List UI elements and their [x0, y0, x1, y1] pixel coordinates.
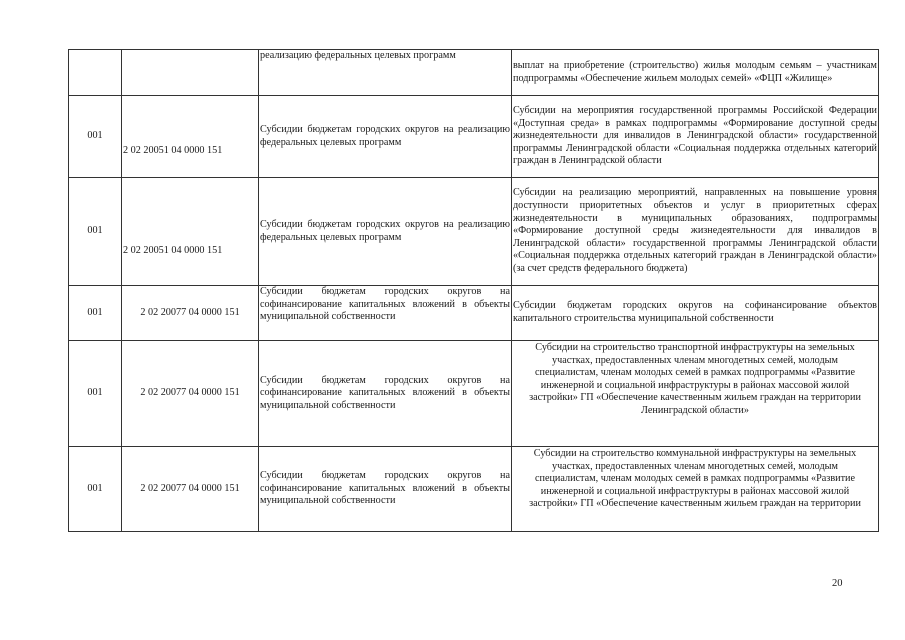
revenue-name-cell: реализацию федеральных целевых программ — [259, 50, 512, 96]
revenue-name-cell: Субсидии бюджетам городских округов на софинансирование капитальных вложений в объекты муниципальной собственности — [259, 286, 512, 341]
admin-code-cell: 001 — [69, 447, 122, 532]
table-row — [69, 447, 879, 532]
revenue-description-cell: Субсидии на мероприятия государственной программы Российской Федерации «Доступная среда» в рамках подпрограммы «Формирование доступной среды жизнедеятельности для инвалидов в Ленинградской области» государственной программы Ленинградской области «Социальная поддержка отдельных категорий граждан в Ленинградской области — [512, 96, 879, 178]
revenue-description-cell: выплат на приобретение (строительство) жилья молодым семьям – участникам подпрограммы «Обеспечение жильем молодых семей» «ФЦП «Жилище» — [512, 50, 879, 96]
admin-code-cell: 001 — [69, 96, 122, 178]
table-row — [69, 178, 879, 286]
table-row — [69, 341, 879, 447]
revenue-name-cell: Субсидии бюджетам городских округов на софинансирование капитальных вложений в объекты муниципальной собственности — [259, 447, 512, 532]
table-row — [69, 50, 879, 96]
admin-code-cell — [69, 50, 122, 96]
budget-code-cell: 2 02 20051 04 0000 151 — [122, 96, 259, 178]
revenue-description-cell: Субсидии на строительство транспортной инфраструктуры на земельных участках, предоставленных членам многодетных семей, молодым специалистам, членам молодых семей в рамках подпрограммы «Развитие инженерной и социальной инфраструктуры в районах массовой жилой застройки» ГП «Обеспечение качественным жильем граждан на территории Ленинградской области» — [512, 341, 879, 447]
revenue-description-cell: Субсидии на реализацию мероприятий, направленных на повышение уровня доступности приоритетных объектов и услуг в приоритетных сферах жизнедеятельности в муниципальных образованиях, подпрограммы «Формирование доступной среды жизнедеятельности для инвалидов в Ленинградской области» государственной программы Ленинградской области «Социальная поддержка отдельных категорий граждан в Ленинградской области» (за счет средств федерального бюджета) — [512, 178, 879, 286]
revenue-description-cell: Субсидии на строительство коммунальной инфраструктуры на земельных участках, предоставленных членам многодетных семей, молодым специалистам, членам молодых семей в рамках подпрограммы «Развитие инженерной и социальной инфраструктуры в районах массовой жилой застройки» ГП «Обеспечение качественным жильем граждан на территории — [512, 447, 879, 532]
admin-code-cell: 001 — [69, 341, 122, 447]
budget-code-cell — [122, 50, 259, 96]
budget-code-cell: 2 02 20077 04 0000 151 — [122, 341, 259, 447]
revenue-name-cell: Субсидии бюджетам городских округов на софинансирование капитальных вложений в объекты муниципальной собственности — [259, 341, 512, 447]
admin-code-cell: 001 — [69, 178, 122, 286]
revenue-name-cell: Субсидии бюджетам городских округов на реализацию федеральных целевых программ — [259, 96, 512, 178]
budget-code-cell: 2 02 20077 04 0000 151 — [122, 286, 259, 341]
table-row — [69, 286, 879, 341]
revenue-name-cell: Субсидии бюджетам городских округов на реализацию федеральных целевых программ — [259, 178, 512, 286]
page-number: 20 — [832, 578, 843, 589]
admin-code-cell: 001 — [69, 286, 122, 341]
budget-code-cell: 2 02 20077 04 0000 151 — [122, 447, 259, 532]
budget-revenue-table — [68, 49, 879, 532]
budget-code-cell: 2 02 20051 04 0000 151 — [122, 178, 259, 286]
revenue-description-cell: Субсидии бюджетам городских округов на софинансирование объектов капитального строительства муниципальной собственности — [512, 286, 879, 341]
table-row — [69, 96, 879, 178]
